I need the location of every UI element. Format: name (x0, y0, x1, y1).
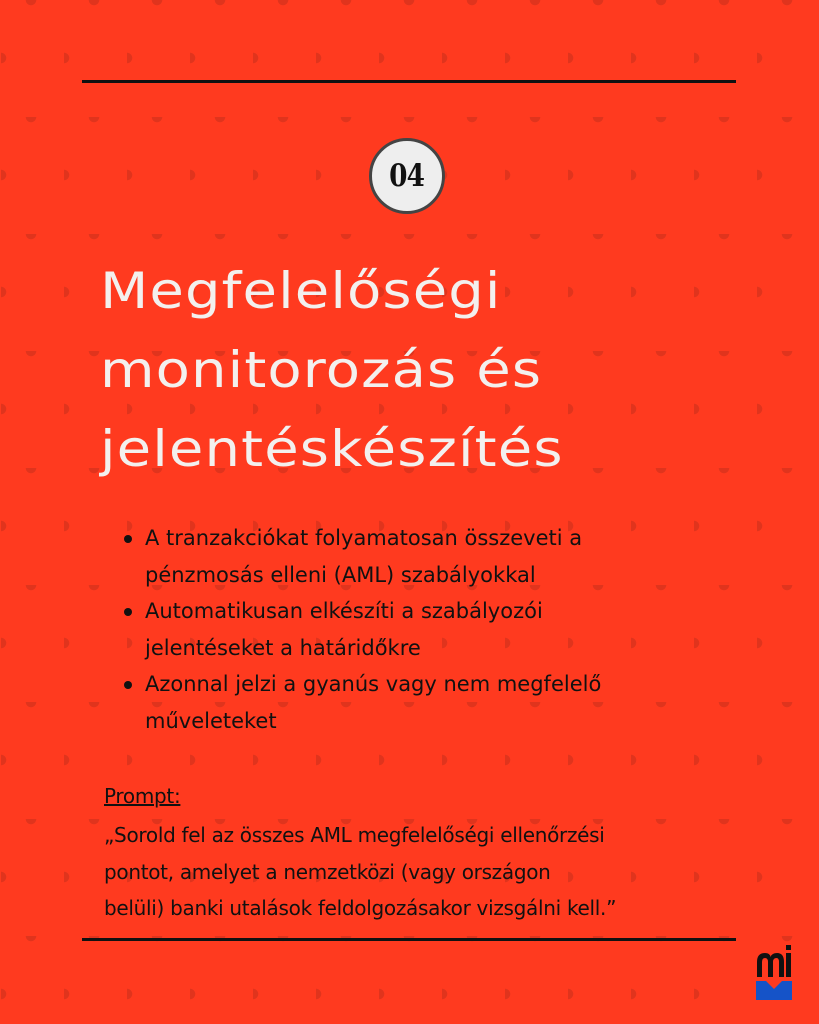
list-item (120, 666, 720, 739)
list-item (120, 520, 720, 593)
prompt-text (104, 817, 744, 927)
logo-blue-block (756, 981, 792, 1000)
bullet-icon (124, 608, 132, 616)
mi-logo-icon (755, 944, 793, 1000)
prompt-line: belüli) banki utalások feldolgozásakor vizsgálni kell.” (104, 896, 617, 920)
list-item (120, 593, 720, 666)
prompt-line: pontot, amelyet a nemzetközi (vagy országon (104, 859, 551, 884)
title-line: Megfelelőségi (100, 262, 502, 320)
feature-list (120, 520, 720, 739)
list-item-line: pénzmosás elleni (AML) szabályokkal (145, 562, 536, 587)
logo-letter-i-dot (786, 945, 791, 950)
list-item-line: A tranzakciókat folyamatosan összeveti a (145, 526, 583, 550)
step-number-badge (369, 138, 445, 214)
list-item-line: jelentéseket a határidőkre (145, 635, 421, 660)
list-item-line: műveleteket (145, 708, 277, 733)
top-divider (82, 80, 736, 83)
prompt-line: „Sorold fel az összes AML megfelelőségi ellenőrzési (104, 823, 605, 847)
bottom-divider (82, 938, 736, 941)
bullet-icon (124, 681, 132, 689)
title-line: monitorozás és (100, 341, 543, 399)
prompt-label: Prompt: (104, 784, 181, 808)
page-title (100, 252, 819, 489)
title-line: jelentéskészítés (100, 420, 564, 478)
list-item-line: Automatikusan elkészíti a szabályozói (145, 599, 543, 623)
logo-letter-m (757, 953, 784, 977)
step-number: 04 (389, 158, 425, 194)
logo-letter-i-stem (786, 953, 791, 977)
bullet-icon (124, 535, 132, 543)
list-item-line: Azonnal jelzi a gyanús vagy nem megfelelő (145, 672, 602, 696)
